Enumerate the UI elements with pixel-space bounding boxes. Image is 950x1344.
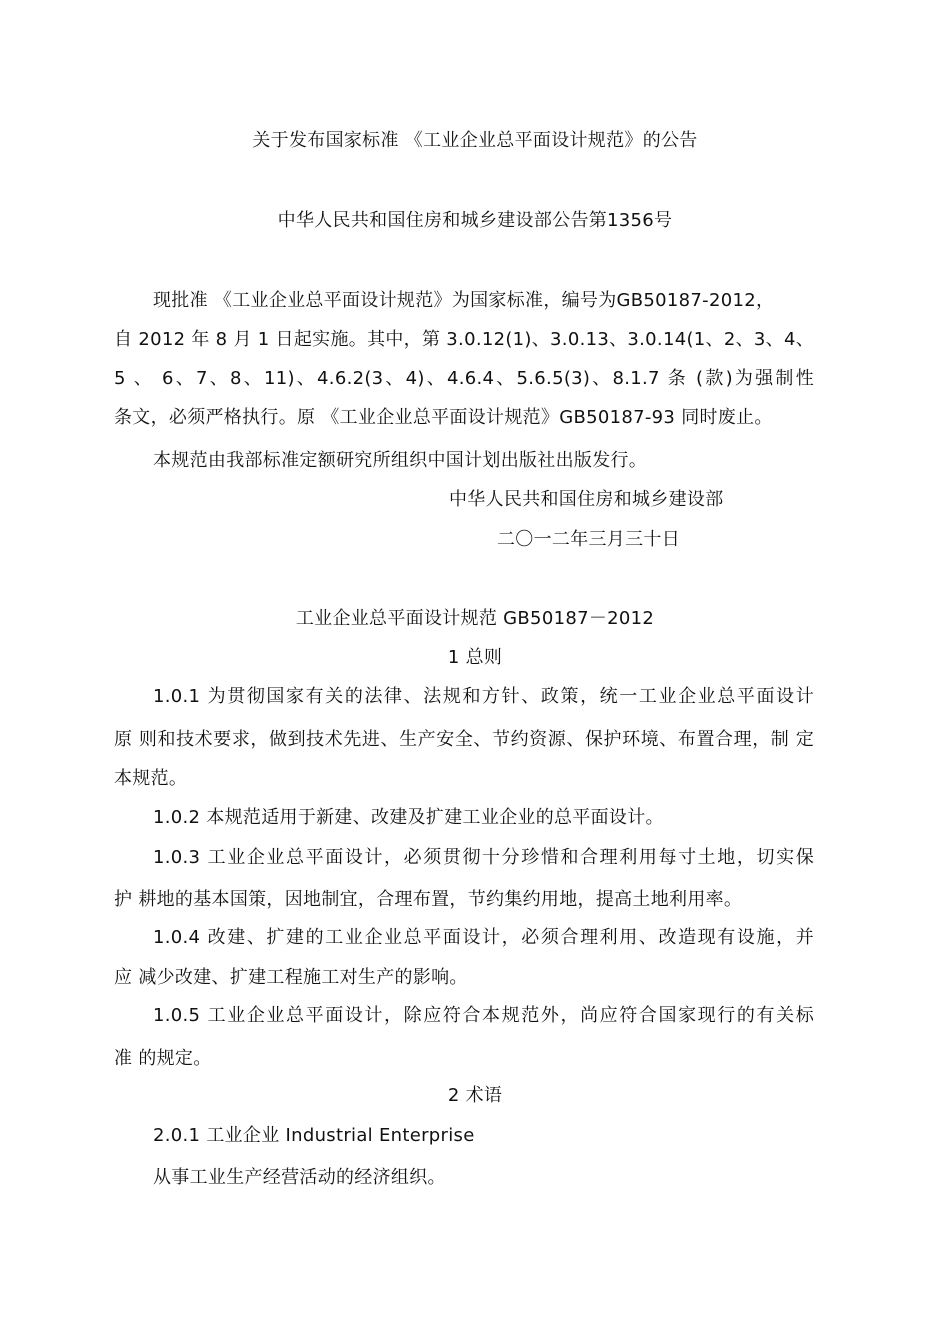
announcement-date: 二〇一二年三月三十日 — [497, 529, 680, 550]
clause-line: 护 耕地的基本国策，因地制宜，合理布置，节约集约用地，提高土地利用率。 — [114, 889, 743, 910]
chapter-heading-terms: 2 术语 — [447, 1085, 503, 1106]
announcement-title: 关于发布国家标准 《工业企业总平面设计规范》的公告 — [252, 130, 698, 151]
clause-line: 1.0.4 改建、扩建的工业企业总平面设计，必须合理利用、改造现有设施，并 — [153, 927, 814, 948]
term-line: 2.0.1 工业企业 Industrial Enterprise — [153, 1125, 475, 1146]
clause-line: 1.0.1 为贯彻国家有关的法律、法规和方针、政策，统一工业企业总平面设计 — [153, 686, 814, 707]
term-definition: 从事工业生产经营活动的经济组织。 — [153, 1167, 446, 1188]
announcement-issuer: 中华人民共和国住房和城乡建设部 — [449, 489, 724, 510]
announcement-paragraph-line: 条文，必须严格执行。原 《工业企业总平面设计规范》GB50187-93 同时废止。 — [114, 407, 773, 428]
chapter-heading-general: 1 总则 — [447, 647, 503, 668]
announcement-number: 中华人民共和国住房和城乡建设部公告第1356号 — [277, 210, 673, 231]
announcement-paragraph-line: 本规范由我部标准定额研究所组织中国计划出版社出版发行。 — [153, 450, 648, 471]
standard-title: 工业企业总平面设计规范 GB50187－2012 — [295, 608, 655, 629]
clause-line: 1.0.5 工业企业总平面设计，除应符合本规范外，尚应符合国家现行的有关标 — [153, 1005, 814, 1026]
clause-line: 准 的规定。 — [114, 1048, 212, 1069]
clause-line: 1.0.2 本规范适用于新建、改建及扩建工业企业的总平面设计。 — [153, 807, 664, 828]
announcement-paragraph-line: 5 、 6、7、8、11)、4.6.2(3、4)、4.6.4、5.6.5(3)、8.1.7 条 (款)为强制性 — [114, 368, 814, 389]
clause-line: 1.0.3 工业企业总平面设计，必须贯彻十分珍惜和合理利用每寸土地，切实保 — [153, 847, 814, 868]
announcement-paragraph-line: 自 2012 年 8 月 1 日起实施。其中，第 3.0.12(1)、3.0.13、3.0.14(1、2、3、4、 — [114, 329, 814, 350]
announcement-paragraph-line: 现批准 《工业企业总平面设计规范》为国家标准，编号为GB50187-2012， — [153, 290, 775, 311]
clause-line: 应 减少改建、扩建工程施工对生产的影响。 — [114, 967, 468, 988]
clause-line: 原 则和技术要求，做到技术先进、生产安全、节约资源、保护环境、布置合理，制 定 — [114, 729, 814, 750]
clause-line: 本规范。 — [114, 768, 188, 789]
